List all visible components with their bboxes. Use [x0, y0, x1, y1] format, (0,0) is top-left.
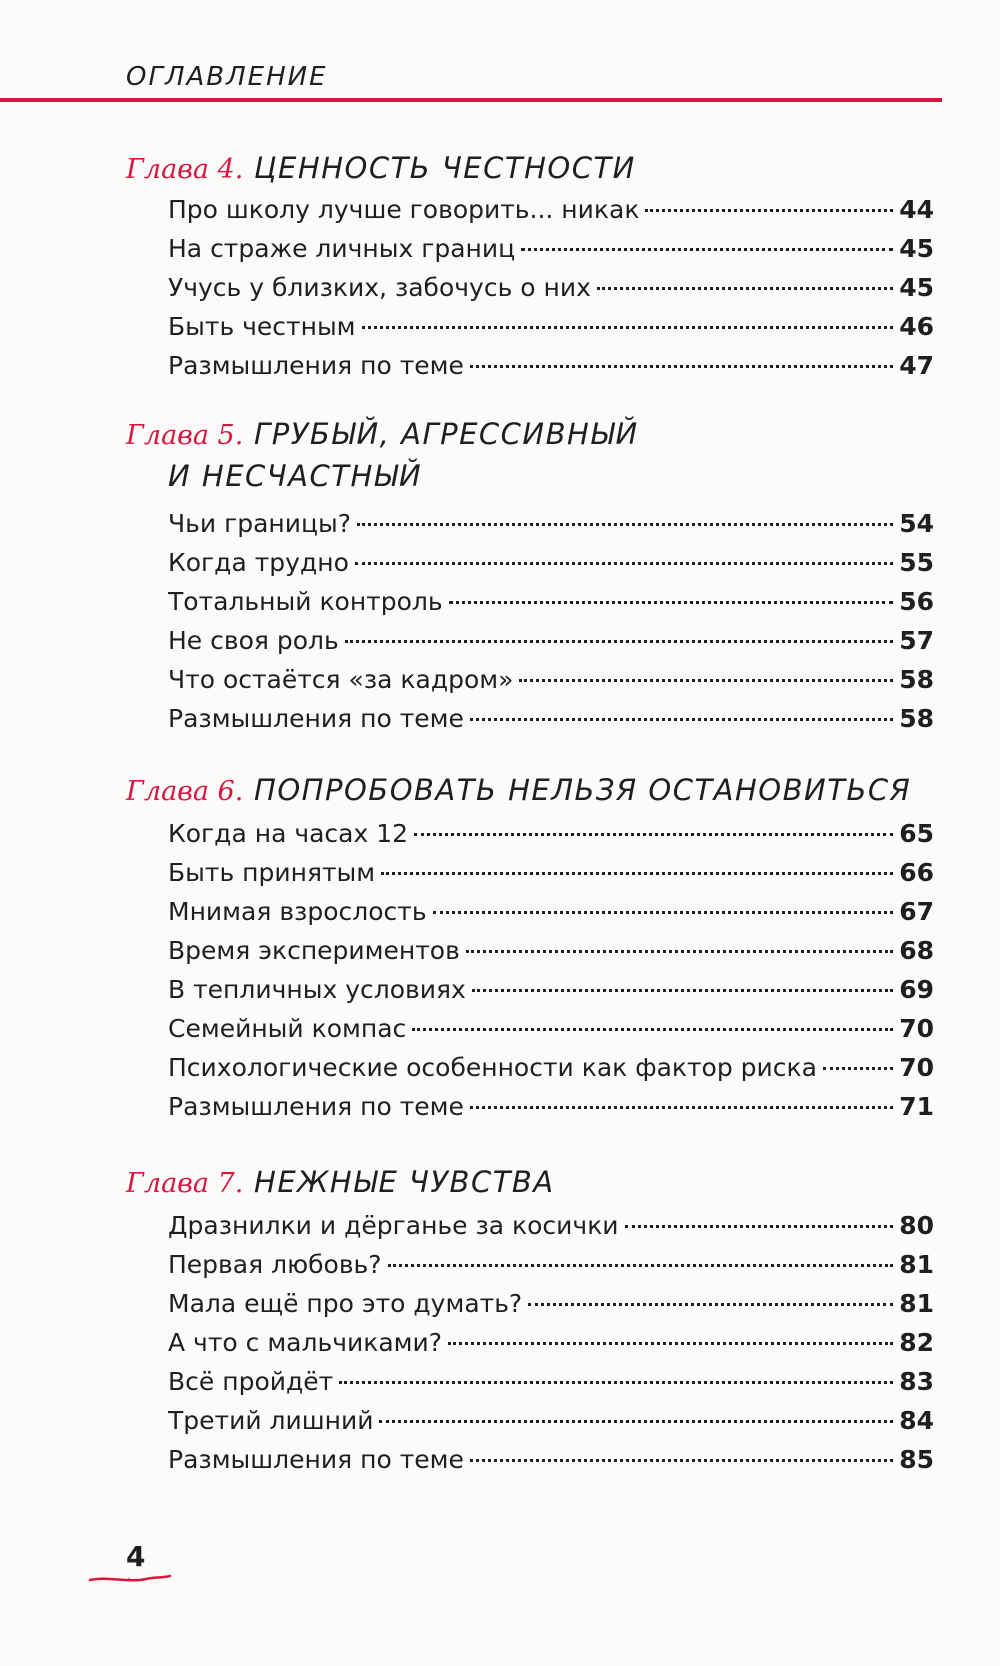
entry-title: В тепличных условиях [168, 975, 466, 1004]
entry-page: 69 [899, 975, 934, 1004]
toc-entry[interactable] [168, 1206, 934, 1245]
dot-leader [414, 833, 893, 836]
toc-entry[interactable] [168, 1401, 934, 1440]
entry-title: Учусь у близких, забочусь о них [168, 273, 591, 302]
chapter-name: ПОПРОБОВАТЬ НЕЛЬЗЯ ОСТАНОВИТЬСЯ [254, 773, 912, 807]
dot-leader [472, 989, 893, 992]
toc-entry[interactable] [168, 229, 934, 268]
entry-title: Про школу лучше говорить... никак [168, 195, 640, 224]
entry-page: 56 [899, 587, 934, 616]
dot-leader [448, 1342, 893, 1345]
dot-leader [355, 562, 893, 565]
toc-entry[interactable] [168, 307, 934, 346]
entry-page: 81 [899, 1250, 934, 1279]
entry-title: Тотальный контроль [168, 587, 443, 616]
entry-title: Быть честным [168, 312, 356, 341]
dot-leader [466, 950, 893, 953]
entry-title: Размышления по теме [168, 1445, 464, 1474]
toc-entry[interactable] [168, 190, 934, 229]
entry-page: 83 [899, 1367, 934, 1396]
entry-title: Всё пройдёт [168, 1367, 334, 1396]
dot-leader [645, 209, 893, 212]
entry-title: Когда на часах 12 [168, 819, 409, 848]
page-number: 4 [126, 1540, 146, 1573]
entry-page: 57 [899, 626, 934, 655]
entry-page: 80 [899, 1211, 934, 1240]
entry-list [168, 1206, 934, 1479]
toc-entry[interactable] [168, 1245, 934, 1284]
entry-title: Мнимая взрослость [168, 897, 427, 926]
chapter-title [126, 414, 926, 496]
toc-entry[interactable] [168, 1440, 934, 1479]
entry-page: 81 [899, 1289, 934, 1318]
dot-leader [412, 1028, 893, 1031]
toc-entry[interactable] [168, 814, 934, 853]
entry-page: 82 [899, 1328, 934, 1357]
entry-title: Первая любовь? [168, 1250, 382, 1279]
dot-leader [345, 640, 893, 643]
entry-page: 65 [899, 819, 934, 848]
dot-leader [625, 1225, 894, 1228]
entry-page: 58 [899, 665, 934, 694]
chapter-label: Глава 6. [126, 776, 244, 807]
toc-entry[interactable] [168, 1284, 934, 1323]
chapter-name: НЕЖНЫЕ ЧУВСТВА [254, 1165, 555, 1199]
chapter-title [126, 148, 926, 190]
page-number-underline-ornament [88, 1570, 178, 1586]
chapter-title [126, 770, 926, 812]
toc-entry[interactable] [168, 660, 934, 699]
entry-page: 55 [899, 548, 934, 577]
entry-page: 84 [899, 1406, 934, 1435]
entry-page: 44 [899, 195, 934, 224]
entry-title: Не своя роль [168, 626, 339, 655]
entry-title: Время экспериментов [168, 936, 460, 965]
entry-title: Когда трудно [168, 548, 349, 577]
toc-entry[interactable] [168, 504, 934, 543]
toc-entry[interactable] [168, 1009, 934, 1048]
entry-title: Что остаётся «за кадром» [168, 665, 514, 694]
dot-leader [823, 1067, 893, 1070]
dot-leader [597, 287, 893, 290]
dot-leader [528, 1303, 893, 1306]
chapter-label: Глава 5. [126, 420, 244, 451]
entry-page: 70 [899, 1014, 934, 1043]
entry-list [168, 504, 934, 738]
entry-title: Быть принятым [168, 858, 376, 887]
toc-entry[interactable] [168, 699, 934, 738]
header-divider [0, 98, 942, 102]
entry-page: 58 [899, 704, 934, 733]
dot-leader [470, 718, 893, 721]
toc-entry[interactable] [168, 853, 934, 892]
dot-leader [379, 1420, 893, 1423]
toc-entry[interactable] [168, 1323, 934, 1362]
chapter-name: ЦЕННОСТЬ ЧЕСТНОСТИ [254, 151, 636, 185]
toc-entry[interactable] [168, 1048, 934, 1087]
toc-entry[interactable] [168, 268, 934, 307]
dot-leader [521, 248, 893, 251]
chapter-name: ГРУБЫЙ, АГРЕССИВНЫЙ [254, 417, 639, 451]
chapter-label: Глава 4. [126, 154, 244, 185]
entry-title: Размышления по теме [168, 1092, 464, 1121]
toc-entry[interactable] [168, 582, 934, 621]
dot-leader [519, 679, 893, 682]
chapter-label: Глава 7. [126, 1168, 244, 1199]
entry-page: 54 [899, 509, 934, 538]
toc-entry[interactable] [168, 1362, 934, 1401]
entry-title: Мала ещё про это думать? [168, 1289, 523, 1318]
entry-title: А что с мальчиками? [168, 1328, 443, 1357]
toc-entry[interactable] [168, 931, 934, 970]
entry-page: 45 [899, 234, 934, 263]
toc-entry[interactable] [168, 892, 934, 931]
dot-leader [362, 326, 894, 329]
chapter-name-line2: И НЕСЧАСТНЫЙ [168, 459, 423, 493]
entry-page: 68 [899, 936, 934, 965]
entry-title: Дразнилки и дёрганье за косички [168, 1211, 619, 1240]
toc-entry[interactable] [168, 970, 934, 1009]
dot-leader [357, 523, 893, 526]
entry-title: Чьи границы? [168, 509, 352, 538]
entry-page: 70 [899, 1053, 934, 1082]
toc-entry[interactable] [168, 1087, 934, 1126]
entry-page: 67 [899, 897, 934, 926]
entry-page: 45 [899, 273, 934, 302]
toc-entry[interactable] [168, 346, 934, 385]
entry-page: 47 [899, 351, 934, 380]
dot-leader [388, 1264, 894, 1267]
entry-list [168, 814, 934, 1126]
chapter-title [126, 1162, 926, 1204]
entry-page: 66 [899, 858, 934, 887]
entry-title: Размышления по теме [168, 704, 464, 733]
dot-leader [449, 601, 894, 604]
entry-page: 85 [899, 1445, 934, 1474]
dot-leader [381, 872, 893, 875]
toc-entry[interactable] [168, 543, 934, 582]
entry-page: 46 [899, 312, 934, 341]
toc-entry[interactable] [168, 621, 934, 660]
entry-page: 71 [899, 1092, 934, 1121]
page-header-title: ОГЛАВЛЕНИЕ [126, 62, 328, 92]
dot-leader [470, 365, 893, 368]
entry-title: На страже личных границ [168, 234, 516, 263]
dot-leader [470, 1459, 893, 1462]
dot-leader [339, 1381, 893, 1384]
entry-title: Размышления по теме [168, 351, 464, 380]
dot-leader [433, 911, 894, 914]
entry-title: Третий лишний [168, 1406, 374, 1435]
entry-title: Семейный компас [168, 1014, 407, 1043]
dot-leader [470, 1106, 893, 1109]
entry-title: Психологические особенности как фактор риска [168, 1053, 817, 1082]
entry-list [168, 190, 934, 385]
